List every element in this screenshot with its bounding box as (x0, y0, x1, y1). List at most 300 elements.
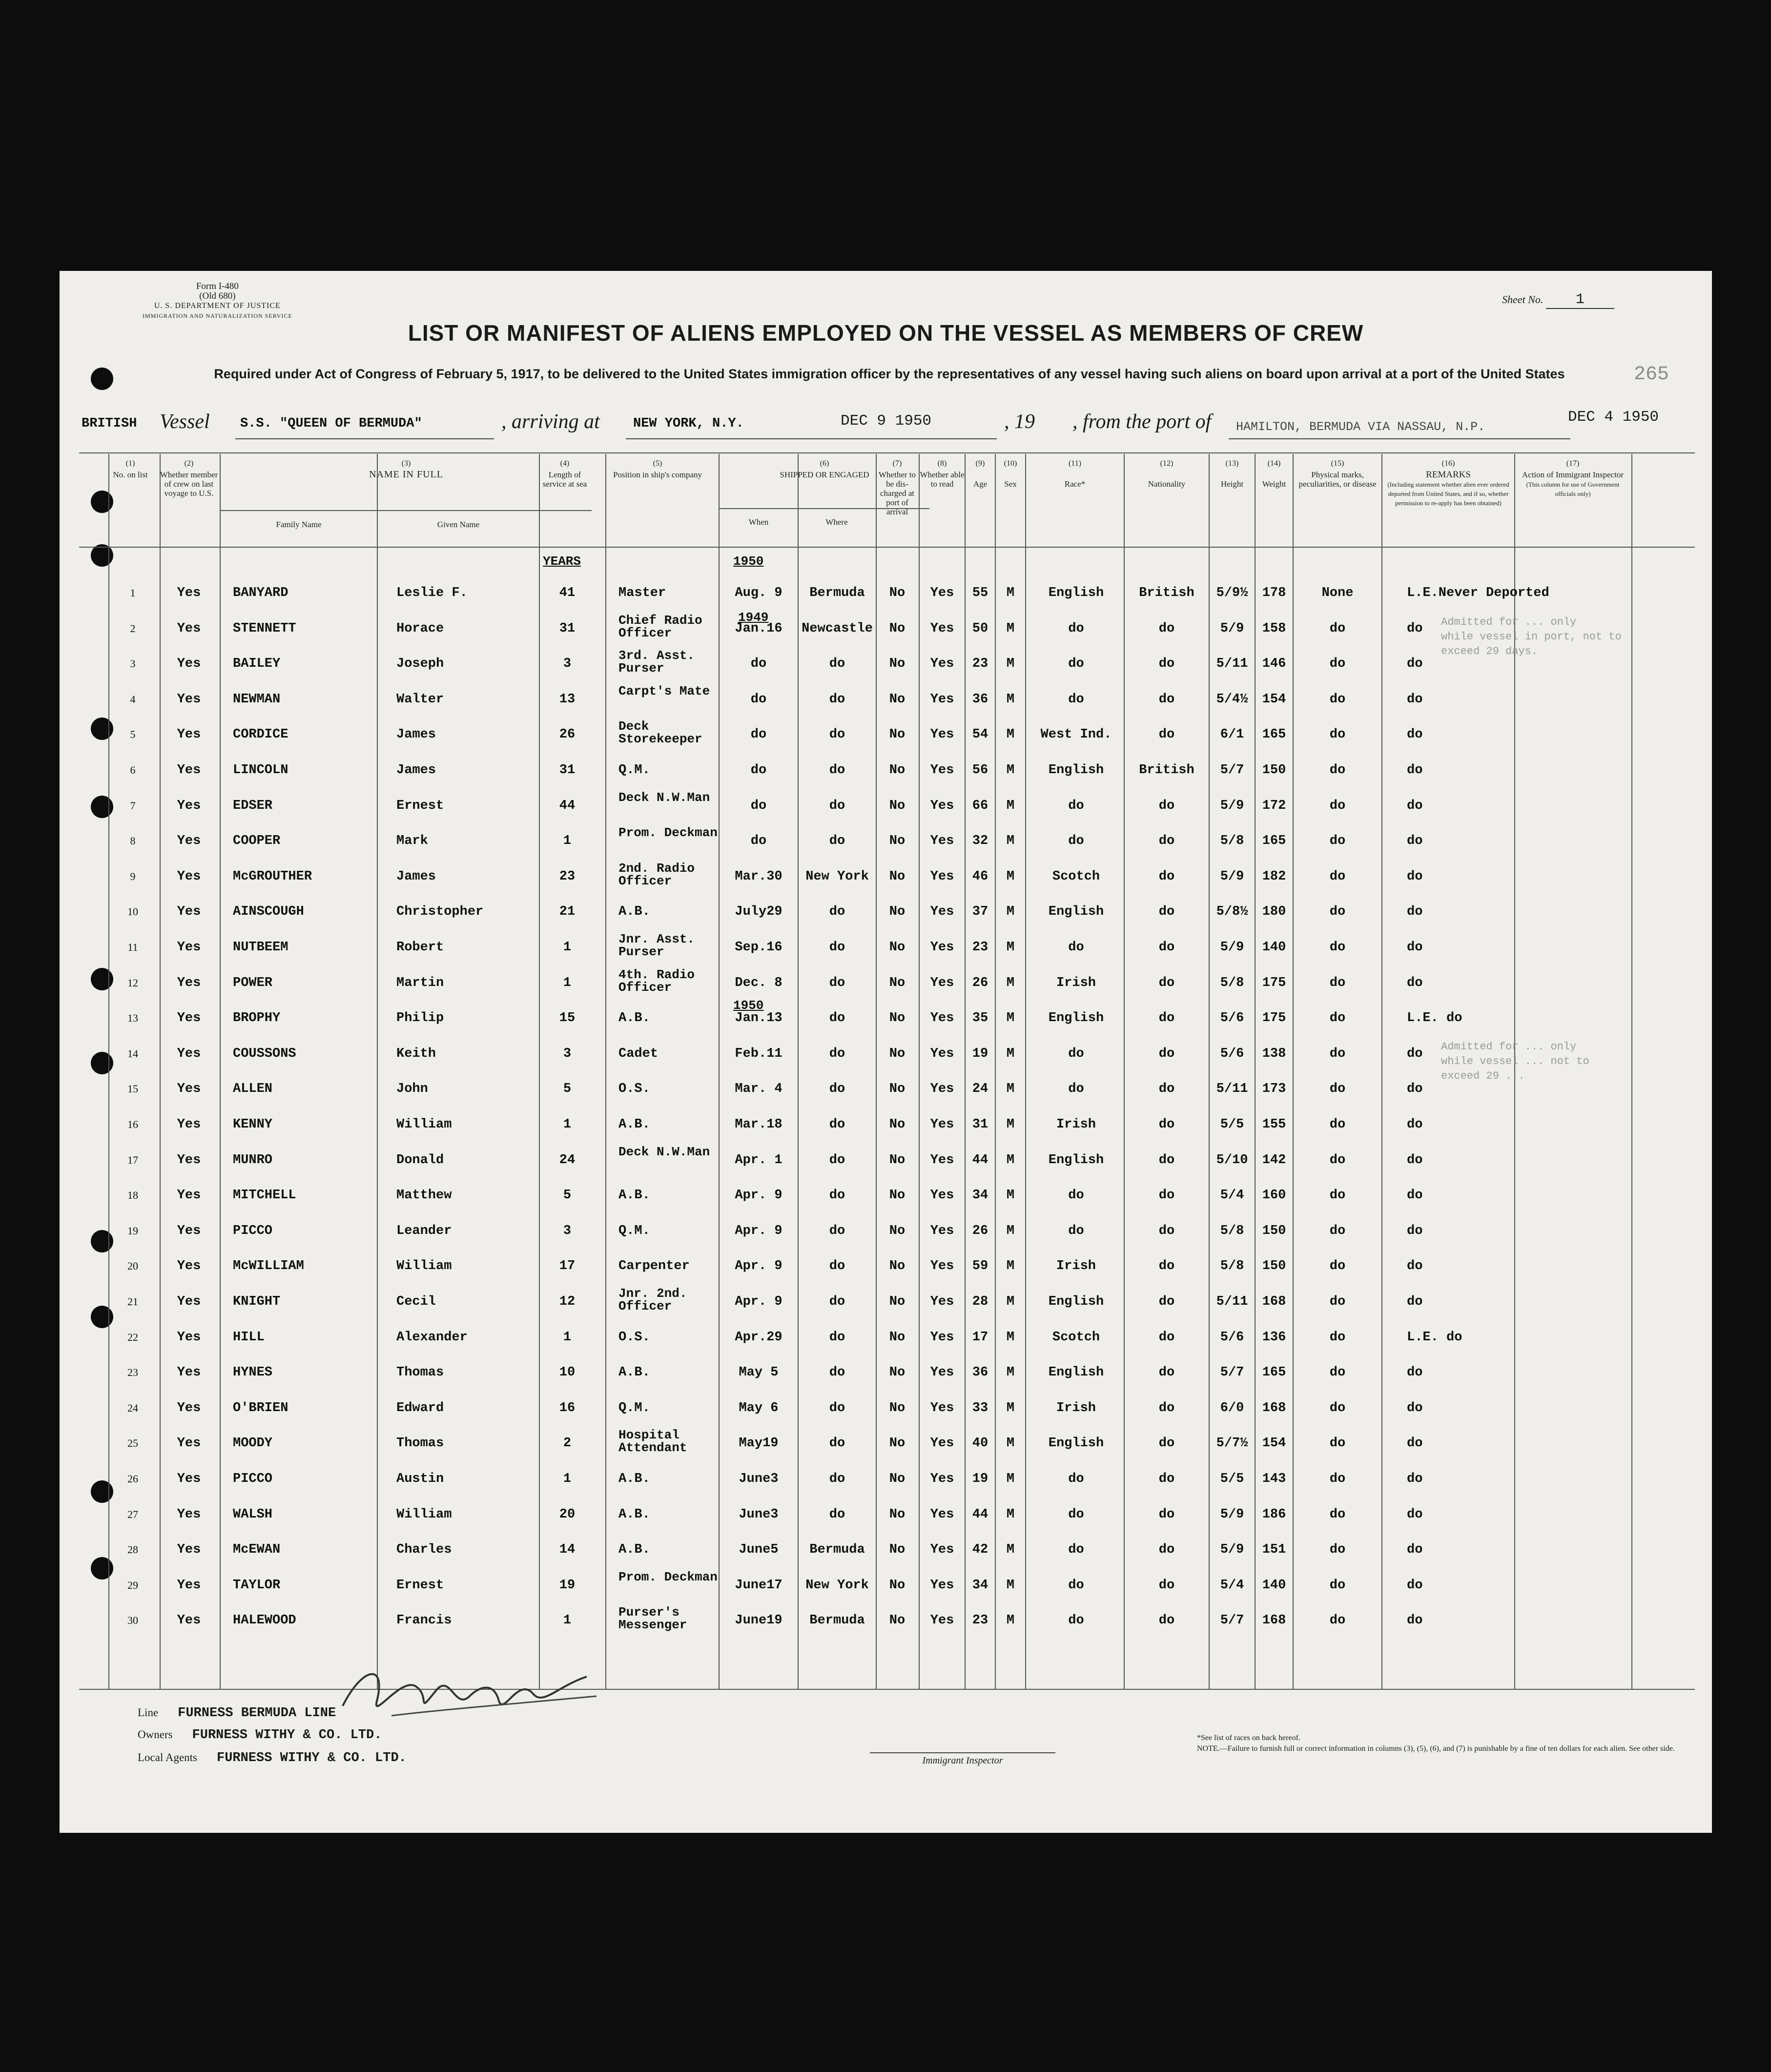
cell-family: McWILLIAM (233, 1259, 304, 1274)
cell-nationality: do (1158, 869, 1175, 884)
cell-remarks: do (1407, 1613, 1423, 1628)
cell-position: A.B. (618, 1117, 650, 1132)
column-rule (539, 454, 540, 1689)
cell-discharged: No (889, 1578, 906, 1593)
cell-marks: do (1329, 1436, 1346, 1451)
cell-family: BROPHY (233, 1011, 281, 1026)
column-header-11: (11) Race* (1064, 459, 1086, 489)
cell-when: July29 (735, 904, 783, 920)
cell-position: A.B. (618, 1011, 650, 1026)
years-label: YEARS (543, 554, 581, 569)
cell-no: 25 (127, 1437, 138, 1450)
cell-when: Apr. 9 (735, 1188, 783, 1203)
cell-marks: do (1329, 1330, 1346, 1345)
cell-read: Yes (930, 1294, 954, 1309)
cell-position: Prom. Deckman (618, 1569, 718, 1584)
cell-where: do (829, 1223, 845, 1238)
form-identifier (143, 282, 292, 321)
cell-position: Deck N.W.Man (618, 1144, 710, 1159)
cell-given: Horace (396, 621, 444, 636)
cell-marks: do (1329, 1082, 1346, 1097)
cell-service: 2 (563, 1436, 572, 1451)
cell-no: 22 (127, 1331, 138, 1343)
cell-race: English (1048, 904, 1104, 920)
cell-family: WALSH (233, 1507, 273, 1522)
cell-read: Yes (930, 586, 954, 600)
cell-remarks: do (1407, 763, 1423, 778)
cell-race: English (1048, 1365, 1104, 1380)
cell-marks: do (1329, 1152, 1346, 1168)
cell-marks: do (1329, 621, 1346, 636)
cell-position: O.S. (618, 1082, 650, 1097)
cell-read: Yes (930, 1223, 954, 1238)
cell-position: 3rd. Asst. Purser (618, 648, 695, 676)
inspector-signature (333, 1647, 606, 1730)
cell-where: do (829, 1436, 845, 1451)
column-rule (995, 454, 996, 1689)
cell-prev: Yes (177, 1117, 201, 1132)
footer-owners-value: FURNESS WITHY & CO. LTD. (192, 1728, 382, 1743)
cell-where: do (829, 727, 845, 742)
cell-given: William (396, 1259, 452, 1274)
cell-position: Q.M. (618, 1400, 650, 1416)
punch-hole (91, 1230, 113, 1252)
cell-read: Yes (930, 1507, 954, 1522)
cell-when: Mar.30 (735, 869, 783, 884)
cell-where: New York (805, 869, 869, 884)
cell-remarks: do (1407, 1259, 1423, 1274)
cell-where: do (829, 1400, 845, 1416)
cell-weight: 175 (1262, 975, 1286, 990)
cell-nationality: British (1139, 586, 1194, 600)
column-header-7: (7) Whether to be dis-charged at port of arrival (879, 459, 916, 516)
cell-race: do (1068, 1507, 1084, 1522)
cell-when: June3 (739, 1507, 779, 1522)
cell-read: Yes (930, 798, 954, 813)
cell-when: June19 (735, 1613, 783, 1628)
faint-stamp-middle: Admitted for ... only while vessel ... not to exceed 29 ... (1441, 1041, 1589, 1082)
cell-service: 15 (559, 1011, 576, 1026)
cell-when: do (750, 692, 767, 707)
cell-nationality: do (1158, 1188, 1175, 1203)
cell-height: 5/8 (1220, 834, 1244, 849)
cell-given: James (396, 763, 436, 778)
cell-race: do (1068, 1223, 1084, 1238)
cell-when: Dec. 8 (735, 975, 783, 990)
cell-no: 2 (130, 622, 136, 635)
cell-sex: M (1006, 656, 1015, 672)
cell-family: POWER (233, 975, 273, 990)
cell-age: 32 (972, 834, 988, 849)
cell-given: Matthew (396, 1188, 452, 1203)
cell-given: Joseph (396, 656, 444, 672)
cell-remarks: L.E.Never Deported (1407, 586, 1549, 600)
cell-prev: Yes (177, 1046, 201, 1061)
cell-remarks: L.E. do (1407, 1330, 1462, 1345)
cell-where: do (829, 763, 845, 778)
cell-weight: 165 (1262, 834, 1286, 849)
cell-given: Austin (396, 1472, 444, 1486)
cell-discharged: No (889, 1046, 906, 1061)
cell-remarks: do (1407, 1117, 1423, 1132)
cell-prev: Yes (177, 1400, 201, 1416)
cell-family: ALLEN (233, 1082, 273, 1097)
cell-age: 35 (972, 1011, 988, 1026)
column-rule (1025, 454, 1026, 1689)
cell-nationality: do (1158, 1542, 1175, 1558)
cell-sex: M (1006, 1542, 1015, 1558)
cell-race: Irish (1056, 975, 1096, 990)
table-bottom-rule (79, 1689, 1695, 1690)
cell-discharged: No (889, 869, 906, 884)
cell-read: Yes (930, 869, 954, 884)
cell-no: 20 (127, 1260, 138, 1272)
cell-given: Donald (396, 1152, 444, 1168)
cell-weight: 150 (1262, 763, 1286, 778)
footer-line-label: Line (138, 1706, 159, 1719)
cell-age: 19 (972, 1472, 988, 1486)
cell-where: do (829, 1259, 845, 1274)
cell-discharged: No (889, 1082, 906, 1097)
cell-discharged: No (889, 834, 906, 849)
cell-read: Yes (930, 763, 954, 778)
cell-service: 41 (559, 586, 576, 600)
column-rule (605, 454, 606, 1689)
cell-race: Scotch (1052, 1330, 1100, 1345)
cell-discharged: No (889, 692, 906, 707)
cell-nationality: do (1158, 1613, 1175, 1628)
cell-read: Yes (930, 1117, 954, 1132)
cell-marks: do (1329, 1400, 1346, 1416)
cell-prev: Yes (177, 1223, 201, 1238)
cell-sex: M (1006, 1436, 1015, 1451)
cell-race: English (1048, 1152, 1104, 1168)
cell-no: 26 (127, 1473, 138, 1485)
cell-where: do (829, 1082, 845, 1097)
cell-position: Prom. Deckman (618, 825, 718, 841)
cell-sex: M (1006, 586, 1015, 600)
cell-position: Q.M. (618, 1223, 650, 1238)
cell-read: Yes (930, 1330, 954, 1345)
cell-marks: do (1329, 1294, 1346, 1309)
cell-prev: Yes (177, 1082, 201, 1097)
cell-no: 12 (127, 976, 138, 989)
cell-age: 56 (972, 763, 988, 778)
cell-discharged: No (889, 904, 906, 920)
cell-given: Thomas (396, 1436, 444, 1451)
cell-sex: M (1006, 798, 1015, 813)
cell-when: Aug. 9 (735, 586, 783, 600)
punch-hole (91, 718, 113, 740)
cell-where: do (829, 940, 845, 955)
cell-service: 31 (559, 763, 576, 778)
document-subtitle: Required under Act of Congress of February 5, 1917, to be delivered to the United States immigration officer by the representatives of any vessel having such aliens on board upon arrival at a port of the United States (214, 367, 1565, 381)
cell-family: TAYLOR (233, 1578, 281, 1593)
cell-discharged: No (889, 1223, 906, 1238)
cell-prev: Yes (177, 904, 201, 920)
cell-marks: do (1329, 1259, 1346, 1274)
cell-given: Christopher (396, 904, 484, 920)
cell-weight: 172 (1262, 798, 1286, 813)
cell-remarks: do (1407, 1046, 1423, 1061)
cell-no: 18 (127, 1189, 138, 1202)
cell-remarks: do (1407, 1507, 1423, 1522)
cell-read: Yes (930, 727, 954, 742)
cell-when: Jan.13 (735, 1011, 783, 1026)
cell-no: 4 (130, 693, 136, 705)
document-title: LIST OR MANIFEST OF ALIENS EMPLOYED ON THE VESSEL AS MEMBERS OF CREW (408, 320, 1364, 346)
cell-read: Yes (930, 834, 954, 849)
cell-when: do (750, 834, 767, 849)
cell-race: English (1048, 763, 1104, 778)
cell-where: do (829, 1472, 845, 1486)
cell-age: 34 (972, 1188, 988, 1203)
cell-when: Feb.11 (735, 1046, 783, 1061)
punch-hole (91, 1306, 113, 1328)
cell-service: 16 (559, 1400, 576, 1416)
cell-family: MUNRO (233, 1152, 273, 1168)
cell-height: 6/1 (1220, 727, 1244, 742)
cell-service: 1 (563, 940, 572, 955)
cell-read: Yes (930, 1011, 954, 1026)
cell-height: 5/7 (1220, 1365, 1244, 1380)
cell-age: 44 (972, 1507, 988, 1522)
cell-height: 5/6 (1220, 1011, 1244, 1026)
cell-service: 20 (559, 1507, 576, 1522)
cell-discharged: No (889, 940, 906, 955)
cell-weight: 154 (1262, 1436, 1286, 1451)
inspector-label: Immigrant Inspector (870, 1752, 1055, 1766)
cell-given: Walter (396, 692, 444, 707)
cell-remarks: do (1407, 940, 1423, 955)
cell-given: John (396, 1082, 428, 1097)
cell-sex: M (1006, 1152, 1015, 1168)
cell-nationality: do (1158, 1294, 1175, 1309)
cell-service: 3 (563, 1046, 572, 1061)
column-rule (108, 454, 109, 1689)
cell-discharged: No (889, 975, 906, 990)
cell-nationality: do (1158, 621, 1175, 636)
column-rule (1209, 454, 1210, 1689)
cell-given: Alexander (396, 1330, 468, 1345)
column-header-14: (14) Weight (1262, 459, 1286, 489)
cell-height: 5/5 (1220, 1472, 1244, 1486)
cell-service: 3 (563, 656, 572, 672)
cell-given: Mark (396, 834, 428, 849)
cell-age: 26 (972, 1223, 988, 1238)
cell-prev: Yes (177, 869, 201, 884)
cell-weight: 175 (1262, 1011, 1286, 1026)
cell-service: 14 (559, 1542, 576, 1558)
column-rule (798, 454, 799, 1689)
departure-date-stamp: DEC 4 1950 (1568, 409, 1659, 426)
cell-discharged: No (889, 1117, 906, 1132)
faint-stamp-top: Admitted for ... only while vessel in port, not to exceed 29 days. (1441, 616, 1622, 657)
cell-position: Master (618, 586, 666, 600)
cell-read: Yes (930, 1259, 954, 1274)
cell-marks: do (1329, 656, 1346, 672)
cell-marks: do (1329, 763, 1346, 778)
cell-sex: M (1006, 1472, 1015, 1486)
cell-service: 23 (559, 869, 576, 884)
cell-where: do (829, 1294, 845, 1309)
sheet-number-label: Sheet No. (1502, 293, 1544, 306)
cell-discharged: No (889, 1294, 906, 1309)
cell-marks: do (1329, 834, 1346, 849)
arriving-label: , arriving at (501, 410, 600, 433)
cell-position: A.B. (618, 904, 650, 920)
cell-age: 50 (972, 621, 988, 636)
cell-no: 8 (130, 835, 136, 847)
cell-sex: M (1006, 1259, 1015, 1274)
cell-prev: Yes (177, 1507, 201, 1522)
cell-height: 5/9 (1220, 869, 1244, 884)
cell-prev: Yes (177, 1365, 201, 1380)
cell-service: 5 (563, 1188, 572, 1203)
cell-height: 5/9 (1220, 940, 1244, 955)
cell-height: 5/9 (1220, 1542, 1244, 1558)
cell-position: Purser's Messenger (618, 1605, 687, 1633)
cell-given: Charles (396, 1542, 452, 1558)
cell-nationality: British (1139, 763, 1194, 778)
cell-given: Edward (396, 1400, 444, 1416)
cell-prev: Yes (177, 692, 201, 707)
cell-when: do (750, 798, 767, 813)
port-underline (626, 438, 997, 439)
cell-age: 44 (972, 1152, 988, 1168)
cell-age: 66 (972, 798, 988, 813)
cell-nationality: do (1158, 834, 1175, 849)
cell-weight: 168 (1262, 1294, 1286, 1309)
cell-prev: Yes (177, 1542, 201, 1558)
cell-family: CORDICE (233, 727, 288, 742)
cell-height: 5/7 (1220, 1613, 1244, 1628)
cell-family: KENNY (233, 1117, 273, 1132)
cell-where: do (829, 1330, 845, 1345)
cell-no: 9 (130, 870, 136, 882)
cell-nationality: do (1158, 1578, 1175, 1593)
cell-position: A.B. (618, 1365, 650, 1380)
cell-sex: M (1006, 975, 1015, 990)
cell-no: 11 (127, 941, 138, 953)
cell-family: LINCOLN (233, 763, 288, 778)
cell-marks: do (1329, 1507, 1346, 1522)
cell-read: Yes (930, 1436, 954, 1451)
vessel-flag: BRITISH (82, 416, 137, 431)
column-header-2: (2) Whether member of crew on last voyage to U.S. (160, 459, 218, 498)
cell-prev: Yes (177, 1436, 201, 1451)
cell-weight: 154 (1262, 692, 1286, 707)
cell-remarks: do (1407, 1082, 1423, 1097)
year-note-1949: 1949 (738, 610, 769, 625)
cell-when: do (750, 763, 767, 778)
footer-owners (138, 1728, 382, 1743)
cell-discharged: No (889, 1472, 906, 1486)
year-note-1950: 1950 (733, 554, 764, 569)
cell-weight: 173 (1262, 1082, 1286, 1097)
cell-marks: do (1329, 1223, 1346, 1238)
column-header-15: (15) Physical marks, peculiarities, or disease (1298, 459, 1377, 489)
column-rule (965, 454, 966, 1689)
cell-height: 5/5 (1220, 1117, 1244, 1132)
footer-line-value: FURNESS BERMUDA LINE (178, 1706, 336, 1721)
cell-given: Francis (396, 1613, 452, 1628)
cell-marks: do (1329, 1365, 1346, 1380)
cell-height: 5/11 (1216, 1294, 1248, 1309)
cell-age: 23 (972, 1613, 988, 1628)
cell-family: NUTBEEM (233, 940, 288, 955)
cell-discharged: No (889, 586, 906, 600)
cell-discharged: No (889, 1011, 906, 1026)
cell-nationality: do (1158, 1400, 1175, 1416)
cell-service: 12 (559, 1294, 576, 1309)
cell-remarks: do (1407, 1436, 1423, 1451)
sheet-number (1502, 291, 1614, 309)
column-rule (1255, 454, 1256, 1689)
cell-nationality: do (1158, 798, 1175, 813)
cell-race: English (1048, 1294, 1104, 1309)
cell-position: Carpenter (618, 1259, 690, 1274)
cell-when: do (750, 727, 767, 742)
service-name: IMMIGRATION AND NATURALIZATION SERVICE (143, 312, 292, 319)
cell-when: May19 (739, 1436, 779, 1451)
cell-service: 5 (563, 1082, 572, 1097)
cell-prev: Yes (177, 1613, 201, 1628)
cell-where: do (829, 1011, 845, 1026)
cell-age: 42 (972, 1542, 988, 1558)
cell-nationality: do (1158, 656, 1175, 672)
cell-position: A.B. (618, 1542, 650, 1558)
cell-sex: M (1006, 763, 1015, 778)
cell-nationality: do (1158, 1223, 1175, 1238)
cell-remarks: do (1407, 869, 1423, 884)
column-rule (1381, 454, 1382, 1689)
cell-age: 36 (972, 1365, 988, 1380)
column-rule (160, 454, 161, 1689)
footer-agents (138, 1751, 407, 1765)
footer-owners-label: Owners (138, 1728, 173, 1741)
cell-height: 5/11 (1216, 656, 1248, 672)
cell-service: 1 (563, 1613, 572, 1628)
cell-age: 19 (972, 1046, 988, 1061)
cell-read: Yes (930, 1613, 954, 1628)
cell-read: Yes (930, 1400, 954, 1416)
cell-read: Yes (930, 1542, 954, 1558)
department-name: U. S. DEPARTMENT OF JUSTICE (154, 302, 281, 310)
cell-read: Yes (930, 904, 954, 920)
cell-where: Newcastle (802, 621, 873, 636)
cell-sex: M (1006, 1365, 1015, 1380)
cell-given: Philip (396, 1011, 444, 1026)
cell-remarks: do (1407, 692, 1423, 707)
cell-nationality: do (1158, 1436, 1175, 1451)
column-header-3: (3) NAME IN FULL (369, 459, 443, 480)
cell-remarks: do (1407, 1188, 1423, 1203)
cell-no: 30 (127, 1614, 138, 1627)
cell-race: Irish (1056, 1117, 1096, 1132)
cell-race: do (1068, 692, 1084, 707)
cell-family: BAILEY (233, 656, 281, 672)
cell-when: Apr.29 (735, 1330, 783, 1345)
cell-prev: Yes (177, 940, 201, 955)
vessel-label: Vessel (160, 410, 210, 433)
cell-weight: 186 (1262, 1507, 1286, 1522)
cell-sex: M (1006, 621, 1015, 636)
cell-no: 23 (127, 1366, 138, 1379)
cell-sex: M (1006, 869, 1015, 884)
cell-marks: do (1329, 692, 1346, 707)
cell-height: 5/8½ (1216, 904, 1248, 920)
